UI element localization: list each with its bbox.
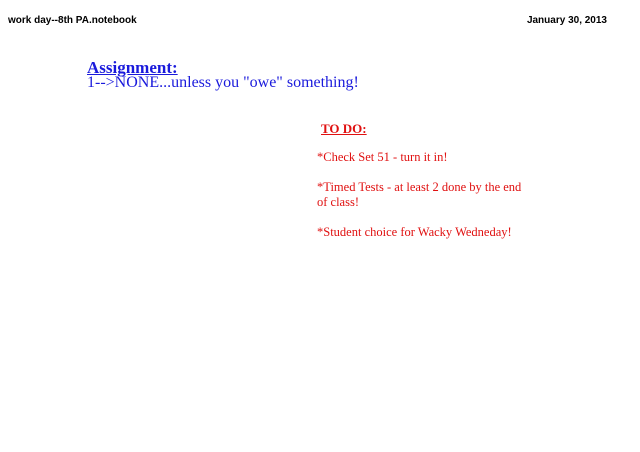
- todo-item: *Check Set 51 - turn it in!: [317, 150, 448, 164]
- page-date: January 30, 2013: [526, 15, 607, 26]
- todo-heading: TO DO:: [321, 121, 367, 136]
- todo-item: *Timed Tests - at least 2 done by the end of class!: [317, 180, 522, 209]
- todo-list: [317, 150, 532, 255]
- assignment-heading: Assignment:: [87, 58, 178, 77]
- todo-item: *Student choice for Wacky Wedneday!: [317, 225, 512, 239]
- notebook-filename: work day--8th PA.notebook: [8, 15, 137, 26]
- assignment-text: 1-->NONE...unless you "owe" something!: [87, 74, 359, 91]
